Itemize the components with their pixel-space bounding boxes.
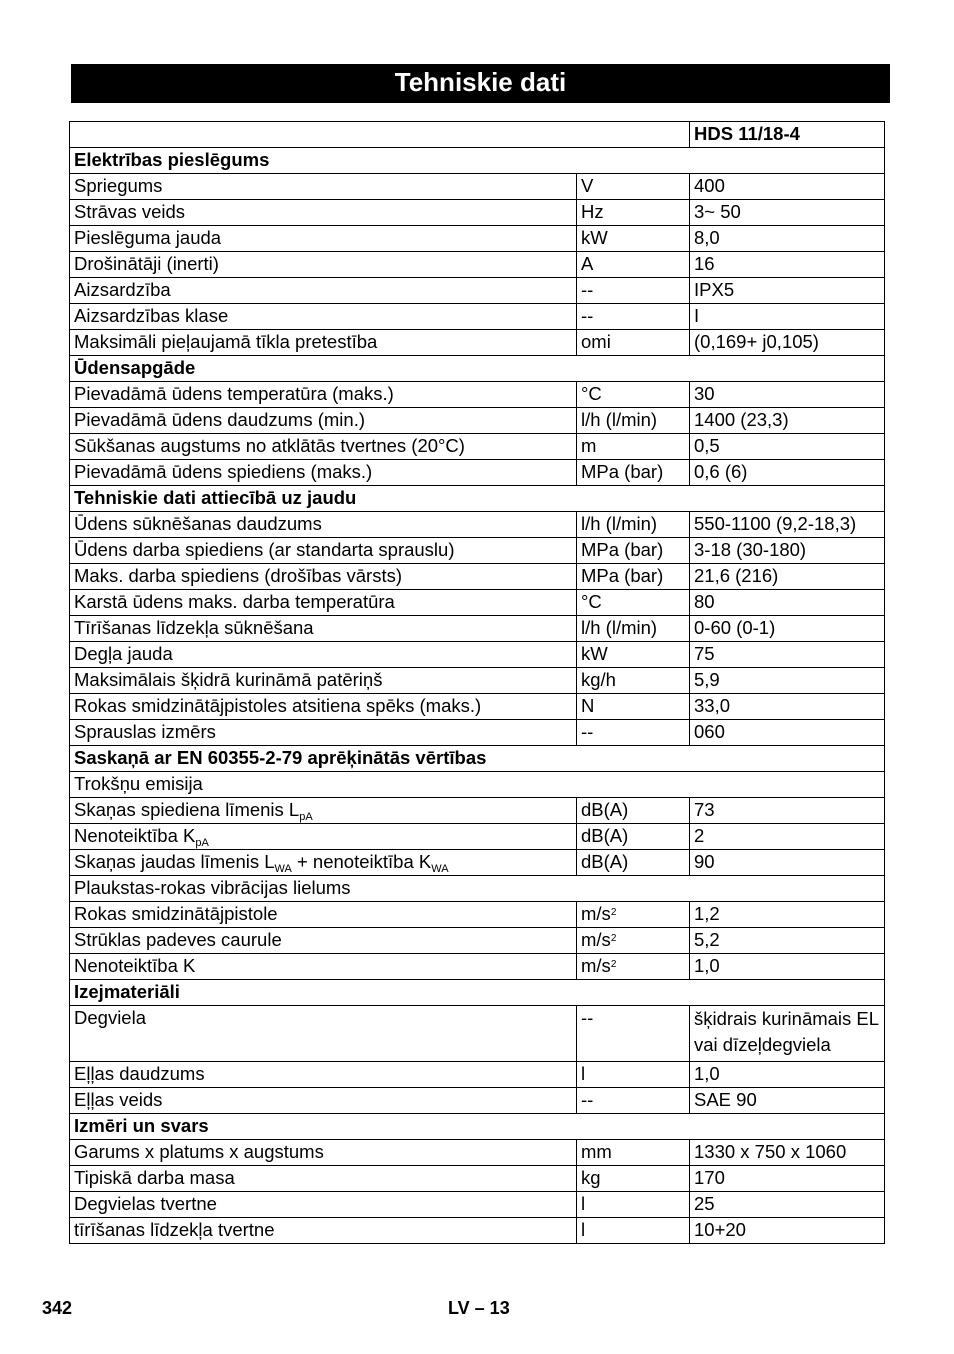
spec-value: 73 — [690, 798, 885, 824]
spec-value: (0,169+ j0,105) — [690, 330, 885, 356]
unit-superscript: 2 — [610, 907, 617, 918]
spec-label-cell — [70, 824, 577, 850]
spec-value: 10+20 — [690, 1218, 885, 1244]
spec-unit: Hz — [581, 201, 604, 222]
spec-value: 550-1100 (9,2-18,3) — [690, 512, 885, 538]
spec-row — [70, 668, 885, 694]
spec-unit-cell — [577, 538, 690, 564]
spec-unit: m/s — [581, 929, 611, 950]
spec-label: Rokas smidzinātājpistole — [74, 903, 278, 924]
spec-unit-cell — [577, 252, 690, 278]
spec-unit-cell — [577, 616, 690, 642]
spec-label: Drošinātāji (inerti) — [74, 253, 219, 274]
spec-row — [70, 616, 885, 642]
spec-label: Pievadāmā ūdens temperatūra (maks.) — [74, 383, 394, 404]
spec-label-cell — [70, 200, 577, 226]
spec-unit: MPa (bar) — [581, 539, 664, 560]
spec-unit-cell — [577, 330, 690, 356]
spec-unit: -- — [581, 1089, 594, 1110]
spec-label-cell — [70, 902, 577, 928]
spec-unit: V — [581, 175, 594, 196]
spec-value: 25 — [690, 1192, 885, 1218]
page-number: 342 — [42, 1298, 73, 1318]
spec-row — [70, 850, 885, 876]
spec-unit-cell — [577, 1218, 690, 1244]
spec-row — [70, 1062, 885, 1088]
spec-unit: l — [581, 1193, 586, 1214]
spec-label: Skaņas jaudas līmenis L — [74, 851, 275, 872]
spec-label-cell — [70, 720, 577, 746]
spec-unit: -- — [581, 1007, 594, 1028]
group-label: Plaukstas-rokas vibrācijas lielums — [70, 876, 885, 902]
spec-label-cell — [70, 460, 577, 486]
spec-label-cell — [70, 434, 577, 460]
spec-label: Eļļas veids — [74, 1089, 163, 1110]
spec-unit-cell — [577, 1192, 690, 1218]
spec-label-cell — [70, 1192, 577, 1218]
label-subscript: WA — [431, 863, 449, 875]
section-heading: Saskaņā ar EN 60355-2-79 aprēķinātās vērtības — [70, 746, 885, 772]
spec-label: Karstā ūdens maks. darba temperatūra — [74, 591, 395, 612]
section-heading: Tehniskie dati attiecībā uz jaudu — [70, 486, 885, 512]
spec-label-cell — [70, 1140, 577, 1166]
spec-row — [70, 408, 885, 434]
spec-label: Pieslēguma jauda — [74, 227, 222, 248]
spec-label: Sūkšanas augstums no atklātās tvertnes (20°C) — [74, 435, 465, 456]
label-continuation: + nenoteiktība K — [291, 851, 432, 872]
spec-unit: A — [581, 253, 594, 274]
spec-label: Tīrīšanas līdzekļa sūknēšana — [74, 617, 314, 638]
spec-unit-cell — [577, 174, 690, 200]
spec-row — [70, 590, 885, 616]
spec-unit-cell — [577, 226, 690, 252]
spec-label: Rokas smidzinātājpistoles atsitiena spēks (maks.) — [74, 695, 482, 716]
spec-unit: l — [581, 1063, 586, 1084]
spec-unit: dB(A) — [581, 825, 629, 846]
spec-unit: m/s — [581, 955, 611, 976]
spec-row — [70, 902, 885, 928]
spec-value: 0,5 — [690, 434, 885, 460]
spec-unit: l/h (l/min) — [581, 513, 658, 534]
spec-value: 33,0 — [690, 694, 885, 720]
spec-unit: l/h (l/min) — [581, 409, 658, 430]
spec-label-cell — [70, 538, 577, 564]
spec-label: Maksimālais šķidrā kurināmā patēriņš — [74, 669, 383, 690]
spec-label-cell — [70, 850, 577, 876]
spec-unit-cell — [577, 512, 690, 538]
section-heading: Elektrības pieslēgums — [70, 148, 885, 174]
spec-label-cell — [70, 382, 577, 408]
spec-value: 8,0 — [690, 226, 885, 252]
spec-unit-cell — [577, 460, 690, 486]
spec-unit: l/h (l/min) — [581, 617, 658, 638]
spec-row — [70, 798, 885, 824]
spec-unit-cell — [577, 902, 690, 928]
spec-value: 1400 (23,3) — [690, 408, 885, 434]
spec-unit-cell — [577, 278, 690, 304]
spec-label-cell — [70, 408, 577, 434]
spec-label: Aizsardzība — [74, 279, 171, 300]
label-subscript: WA — [274, 863, 292, 875]
spec-label-cell — [70, 1218, 577, 1244]
section-heading-row — [70, 486, 885, 512]
spec-unit: °C — [581, 383, 602, 404]
spec-row — [70, 954, 885, 980]
spec-label-cell — [70, 330, 577, 356]
spec-row — [70, 1192, 885, 1218]
spec-unit-cell — [577, 954, 690, 980]
spec-unit-cell — [577, 1140, 690, 1166]
spec-row — [70, 564, 885, 590]
spec-label-cell — [70, 1006, 577, 1062]
spec-label: tīrīšanas līdzekļa tvertne — [74, 1219, 275, 1240]
spec-row — [70, 434, 885, 460]
spec-label-cell — [70, 616, 577, 642]
spec-row — [70, 330, 885, 356]
spec-value: 5,9 — [690, 668, 885, 694]
spec-row — [70, 200, 885, 226]
spec-unit-cell — [577, 200, 690, 226]
spec-value: šķidrais kurināmais EL vai dīzeļdegviela — [690, 1006, 885, 1062]
spec-label-cell — [70, 252, 577, 278]
spec-unit-cell — [577, 1088, 690, 1114]
spec-unit: kW — [581, 643, 608, 664]
spec-unit-cell — [577, 720, 690, 746]
spec-label-cell — [70, 174, 577, 200]
spec-label: Spriegums — [74, 175, 163, 196]
spec-unit: MPa (bar) — [581, 565, 664, 586]
spec-row — [70, 1140, 885, 1166]
spec-label-cell — [70, 590, 577, 616]
spec-unit: kg — [581, 1167, 601, 1188]
spec-value: 400 — [690, 174, 885, 200]
spec-value: IPX5 — [690, 278, 885, 304]
spec-value: 75 — [690, 642, 885, 668]
spec-label-cell — [70, 278, 577, 304]
spec-unit: kW — [581, 227, 608, 248]
spec-row — [70, 1088, 885, 1114]
spec-label-cell — [70, 928, 577, 954]
spec-value: 30 — [690, 382, 885, 408]
spec-row — [70, 460, 885, 486]
spec-row — [70, 304, 885, 330]
spec-value: 1,2 — [690, 902, 885, 928]
spec-label: Strūklas padeves caurule — [74, 929, 282, 950]
spec-row — [70, 1006, 885, 1062]
spec-label: Sprauslas izmērs — [74, 721, 216, 742]
spec-unit: m/s — [581, 903, 611, 924]
spec-unit-cell — [577, 1062, 690, 1088]
spec-row — [70, 252, 885, 278]
spec-value: I — [690, 304, 885, 330]
spec-label: Garums x platums x augstums — [74, 1141, 324, 1162]
section-heading-row — [70, 1114, 885, 1140]
spec-label-cell — [70, 226, 577, 252]
spec-unit-cell — [577, 642, 690, 668]
spec-unit: kg/h — [581, 669, 616, 690]
spec-label-cell — [70, 798, 577, 824]
spec-unit-cell — [577, 1006, 690, 1062]
spec-label: Skaņas spiediena līmenis L — [74, 799, 300, 820]
spec-row — [70, 1218, 885, 1244]
spec-label: Ūdens sūknēšanas daudzums — [74, 513, 322, 534]
spec-unit: mm — [581, 1141, 612, 1162]
spec-row — [70, 720, 885, 746]
spec-row — [70, 1166, 885, 1192]
spec-unit: -- — [581, 721, 594, 742]
section-heading: Ūdensapgāde — [70, 356, 885, 382]
unit-superscript: 2 — [610, 959, 617, 970]
spec-label: Maks. darba spiediens (drošības vārsts) — [74, 565, 402, 586]
spec-label-cell — [70, 694, 577, 720]
section-heading: Izejmateriāli — [70, 980, 885, 1006]
spec-label: Degļa jauda — [74, 643, 173, 664]
spec-label: Aizsardzības klase — [74, 305, 229, 326]
spec-value: 2 — [690, 824, 885, 850]
spec-label-cell — [70, 1166, 577, 1192]
spec-value: 1,0 — [690, 954, 885, 980]
spec-label-cell — [70, 668, 577, 694]
spec-value: 0-60 (0-1) — [690, 616, 885, 642]
section-heading-row — [70, 148, 885, 174]
spec-label-cell — [70, 304, 577, 330]
spec-row — [70, 226, 885, 252]
spec-label: Tipiskā darba masa — [74, 1167, 235, 1188]
spec-value: 21,6 (216) — [690, 564, 885, 590]
spec-label: Degviela — [74, 1007, 146, 1028]
spec-label-cell — [70, 512, 577, 538]
spec-row — [70, 382, 885, 408]
spec-row — [70, 174, 885, 200]
spec-unit-cell — [577, 798, 690, 824]
spec-label-cell — [70, 1062, 577, 1088]
spec-unit: dB(A) — [581, 799, 629, 820]
spec-unit-cell — [577, 928, 690, 954]
spec-unit-cell — [577, 824, 690, 850]
unit-superscript: 2 — [610, 933, 617, 944]
spec-label: Pievadāmā ūdens daudzums (min.) — [74, 409, 366, 430]
spec-row — [70, 642, 885, 668]
technical-data-table — [69, 121, 885, 1244]
spec-unit-cell — [577, 694, 690, 720]
spec-label-cell — [70, 954, 577, 980]
spec-unit-cell — [577, 668, 690, 694]
spec-value: 1,0 — [690, 1062, 885, 1088]
spec-row — [70, 824, 885, 850]
spec-value: 16 — [690, 252, 885, 278]
spec-value: 90 — [690, 850, 885, 876]
spec-label: Ūdens darba spiediens (ar standarta sprauslu) — [74, 539, 455, 560]
empty-header-cell — [70, 122, 690, 148]
section-heading: Izmēri un svars — [70, 1114, 885, 1140]
spec-label: Maksimāli pieļaujamā tīkla pretestība — [74, 331, 378, 352]
spec-unit: N — [581, 695, 595, 716]
spec-unit-cell — [577, 304, 690, 330]
spec-value: 170 — [690, 1166, 885, 1192]
spec-unit-cell — [577, 408, 690, 434]
spec-value: 1330 x 750 x 1060 — [690, 1140, 885, 1166]
spec-value: 80 — [690, 590, 885, 616]
group-row — [70, 876, 885, 902]
model-header-row — [70, 122, 885, 148]
spec-unit: -- — [581, 279, 594, 300]
section-heading-row — [70, 356, 885, 382]
spec-unit-cell — [577, 850, 690, 876]
spec-value: 060 — [690, 720, 885, 746]
spec-unit: dB(A) — [581, 851, 629, 872]
spec-unit-cell — [577, 1166, 690, 1192]
spec-unit: l — [581, 1219, 586, 1240]
spec-value: SAE 90 — [690, 1088, 885, 1114]
spec-unit-cell — [577, 382, 690, 408]
spec-unit: omi — [581, 331, 611, 352]
spec-unit: MPa (bar) — [581, 461, 664, 482]
spec-unit: °C — [581, 591, 602, 612]
spec-label-cell — [70, 1088, 577, 1114]
spec-row — [70, 512, 885, 538]
language-page-label: LV – 13 — [448, 1298, 510, 1318]
spec-unit: m — [581, 435, 597, 456]
spec-unit-cell — [577, 590, 690, 616]
section-heading-row — [70, 746, 885, 772]
spec-value: 3-18 (30-180) — [690, 538, 885, 564]
spec-row — [70, 278, 885, 304]
spec-label: Nenoteiktība K — [74, 955, 196, 976]
spec-label: Nenoteiktība K — [74, 825, 196, 846]
page-title: Tehniskie dati — [71, 64, 890, 103]
group-label: Trokšņu emisija — [70, 772, 885, 798]
spec-label: Degvielas tvertne — [74, 1193, 217, 1214]
spec-label: Eļļas daudzums — [74, 1063, 205, 1084]
label-subscript: pA — [195, 837, 209, 849]
spec-value: 5,2 — [690, 928, 885, 954]
spec-row — [70, 928, 885, 954]
spec-row — [70, 694, 885, 720]
spec-row — [70, 538, 885, 564]
spec-unit: -- — [581, 305, 594, 326]
model-name: HDS 11/18-4 — [690, 122, 885, 148]
section-heading-row — [70, 980, 885, 1006]
spec-unit-cell — [577, 564, 690, 590]
group-row — [70, 772, 885, 798]
spec-label-cell — [70, 564, 577, 590]
spec-label: Pievadāmā ūdens spiediens (maks.) — [74, 461, 373, 482]
spec-label: Strāvas veids — [74, 201, 186, 222]
spec-unit-cell — [577, 434, 690, 460]
spec-value: 0,6 (6) — [690, 460, 885, 486]
spec-label-cell — [70, 642, 577, 668]
label-subscript: pA — [299, 811, 313, 823]
spec-value: 3~ 50 — [690, 200, 885, 226]
